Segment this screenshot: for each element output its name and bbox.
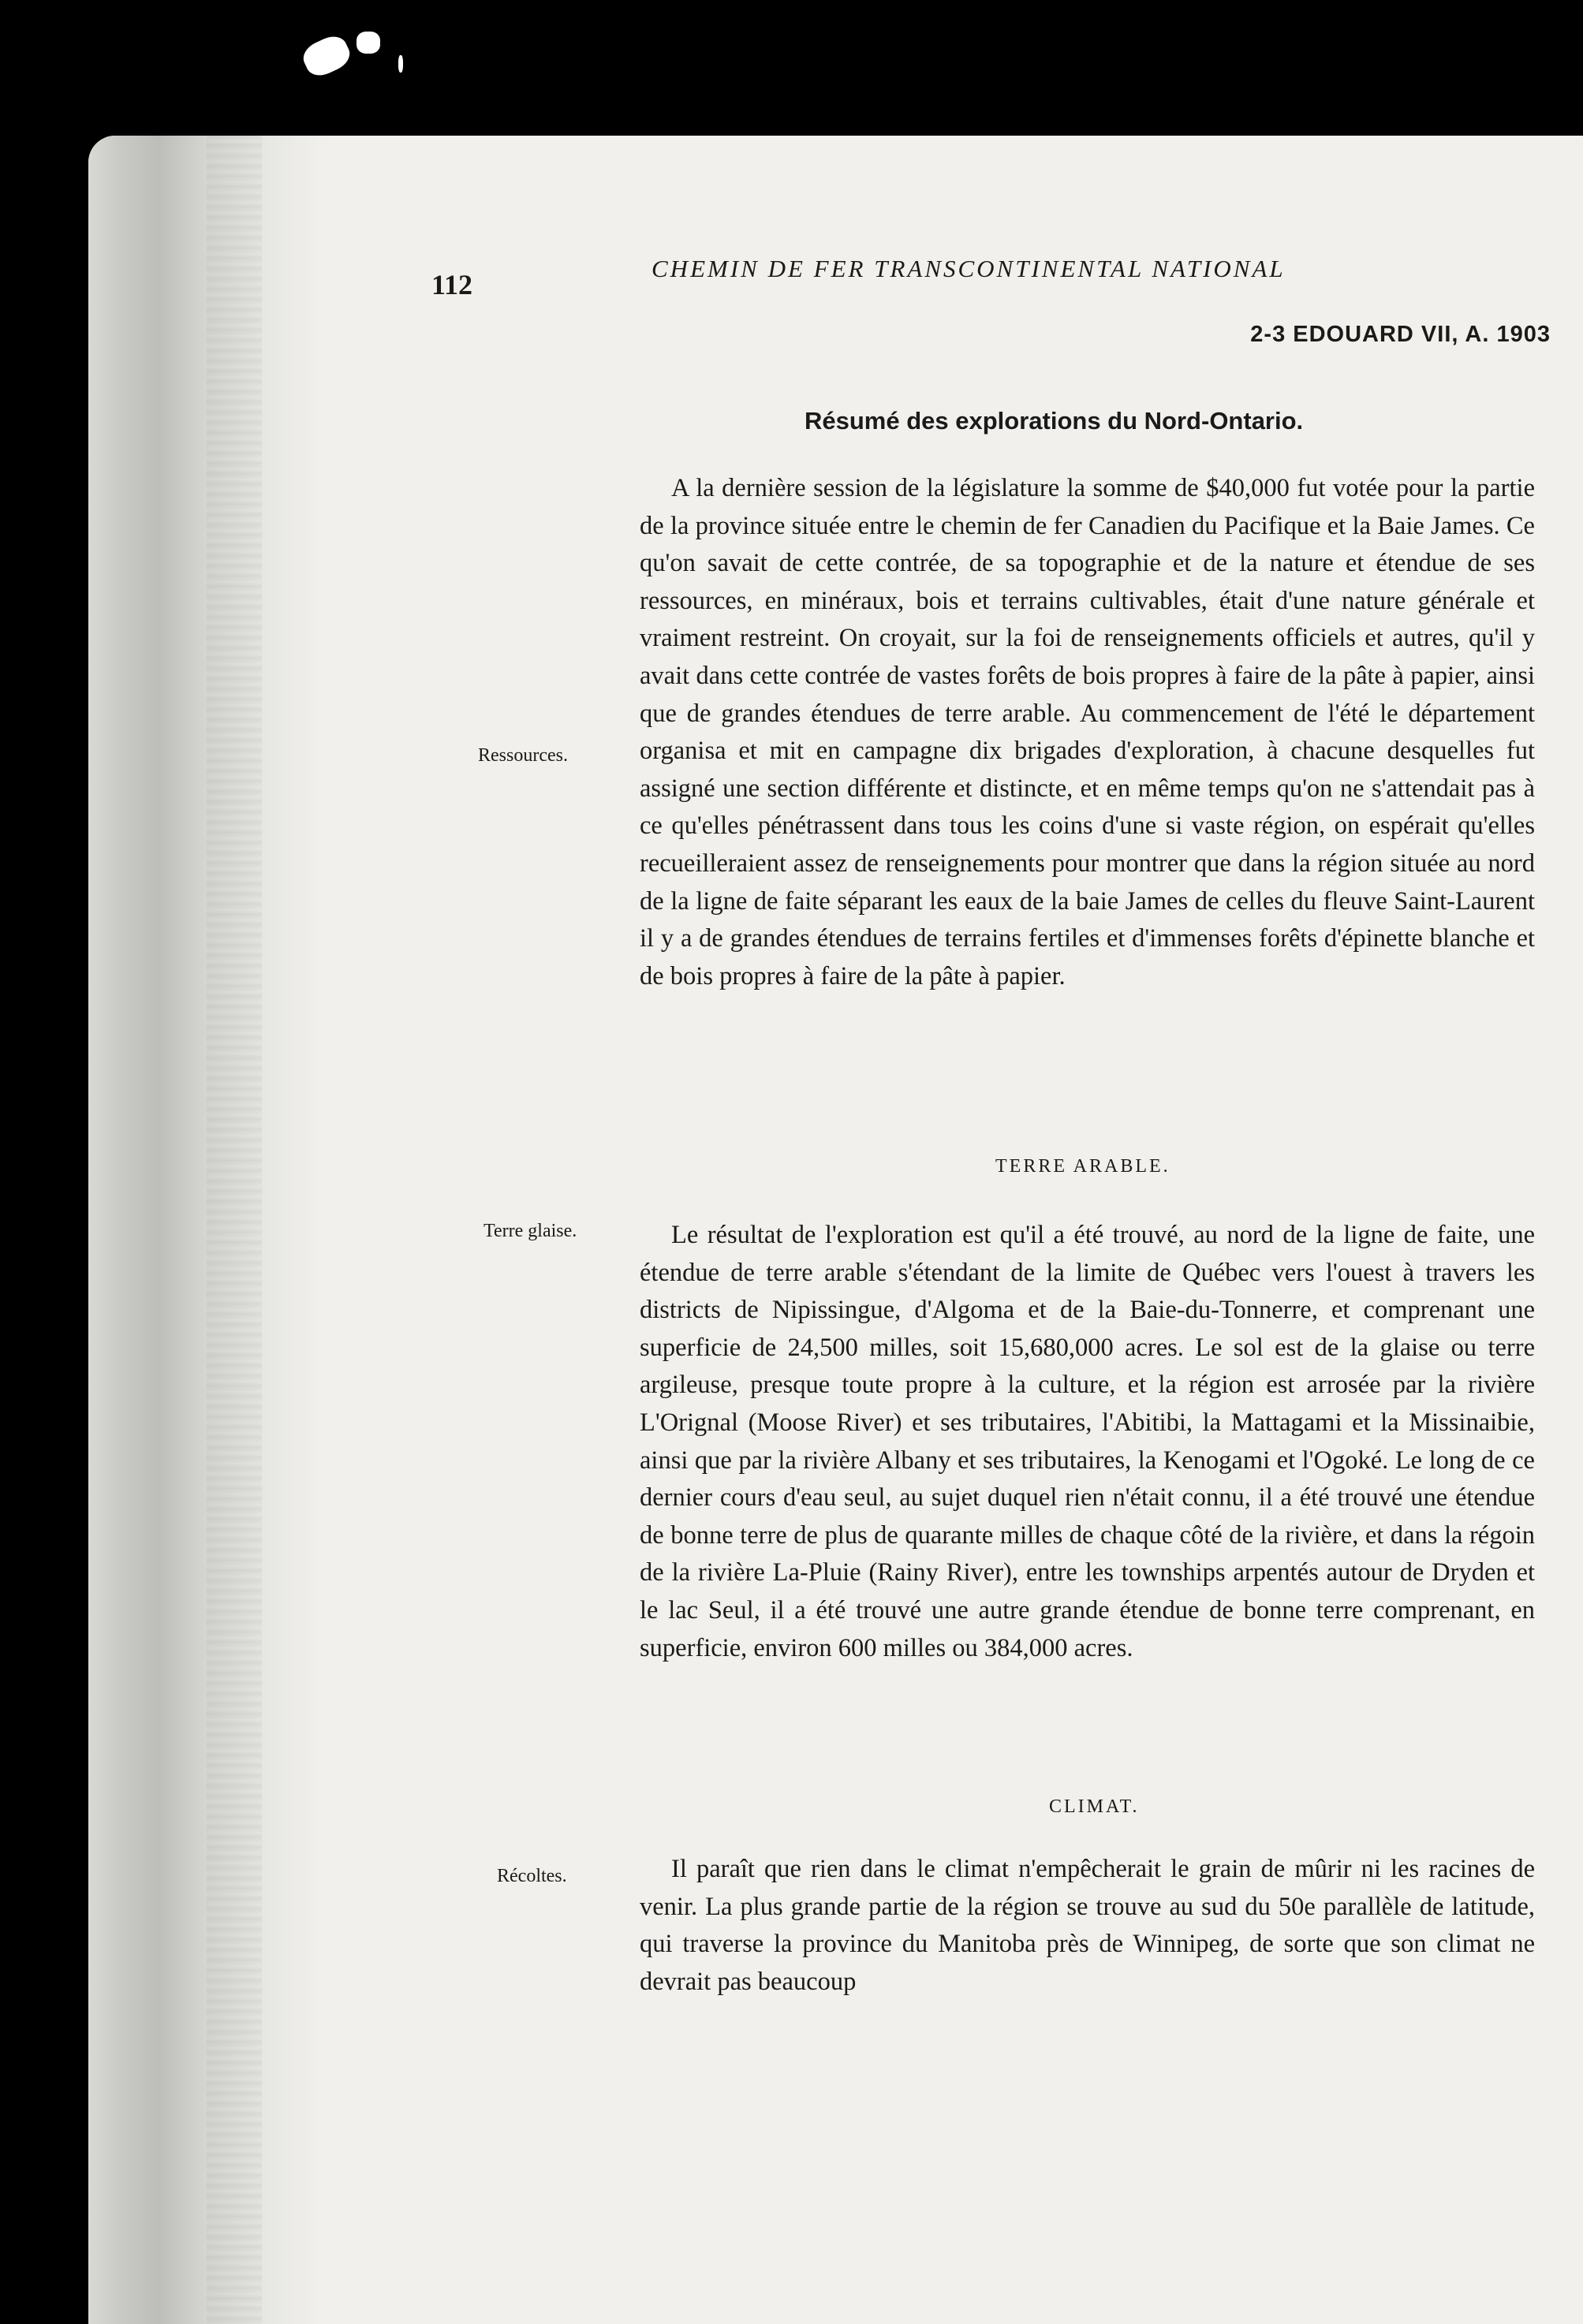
subheading-terre-arable: TERRE ARABLE. bbox=[995, 1156, 1170, 1177]
margin-note-terre-glaise: Terre glaise. bbox=[483, 1221, 577, 1241]
edition-line: 2-3 EDOUARD VII, A. 1903 bbox=[1250, 322, 1551, 347]
paragraph: Le résultat de l'exploration est qu'il a été trouvé, au nord de la ligne de faite, une étendue de terre arable s'étendant de la limite de Québec vers l'ouest à travers les districts de Nipissingue, d'Algoma et de la Baie-du-Tonnerre, et comprenant une superficie de 24,500 milles, soit 15,680,000 acres. Le sol est de la glaise ou terre argileuse, presque toute propre à la culture, et la région est arrosée par la rivière L'Orignal (Moose River) et ses tributaires, l'Abitibi, la Mattagami et la Missinaibie, ainsi que par la rivière Albany et ses tributaires, la Kenogami et l'Ogoké. Le long de ce dernier cours d'eau seul, au sujet duquel rien n'était connu, il a été trouvé une étendue de bonne terre de plus de quarante milles de chaque côté de la rivière, et dans la régoin de la rivière La-Pluie (Rainy River), entre les townships arpentés autour de Dryden et le lac Seul, il a été trouvé une autre grande étendue de bonne terre comprenant, en superficie, environ 600 milles ou 384,000 acres. bbox=[640, 1221, 1535, 1662]
running-title: CHEMIN DE FER TRANSCONTINENTAL NATIONAL bbox=[651, 255, 1286, 282]
book-gutter-shadow bbox=[88, 136, 325, 2324]
section-title: Résumé des explorations du Nord-Ontario. bbox=[805, 407, 1304, 435]
subheading-climat: CLIMAT. bbox=[1049, 1796, 1140, 1817]
margin-note-recoltes: Récoltes. bbox=[497, 1866, 567, 1886]
paragraph: Il paraît que rien dans le climat n'empêcherait le grain de mûrir ni les racines de venir. La plus grande partie de la région se trouve au sud du 50e parallèle de latitude, qui traverse la province du Manitoba près de Winnipeg, de sorte que son climat ne devrait pas beaucoup bbox=[640, 1855, 1535, 1996]
scan-artifact bbox=[357, 32, 380, 54]
scan-artifact bbox=[398, 55, 403, 73]
page-number: 112 bbox=[431, 269, 473, 300]
paragraph: A la dernière session de la législature la somme de $40,000 fut votée pour la partie de la province située entre le chemin de fer Canadien du Pacifique et la Baie James. Ce qu'on savait de cette contrée, de sa topographie et de la nature et étendue de ses ressources, en minéraux, bois et terrains cultivables, était d'une nature générale et vraiment restreint. On croyait, sur la foi de renseignements officiels et autres, qu'il y avait dans cette contrée de vastes forêts de bois propres à faire de la pâte à papier, ainsi que de grandes étendues de terre arable. Au commencement de l'été le département organisa et mit en campagne dix brigades d'exploration, à chacune desquelles fut assigné une section différente et distincte, et en même temps qu'on ne s'attendait pas à ce qu'elles pénétrassent dans tous les coins d'une si vaste région, on espérait qu'elles recueilleraient assez de renseignements pour montrer que dans la région située au nord de la ligne de faite séparant les eaux de la baie James de celles du fleuve Saint-Laurent il y a de grandes étendues de terrains fertiles et d'immenses forêts d'épinette blanche et de bois propres à faire de la pâte à papier. bbox=[640, 474, 1535, 990]
scan-artifact bbox=[299, 32, 354, 81]
margin-note-ressources: Ressources. bbox=[478, 745, 568, 766]
